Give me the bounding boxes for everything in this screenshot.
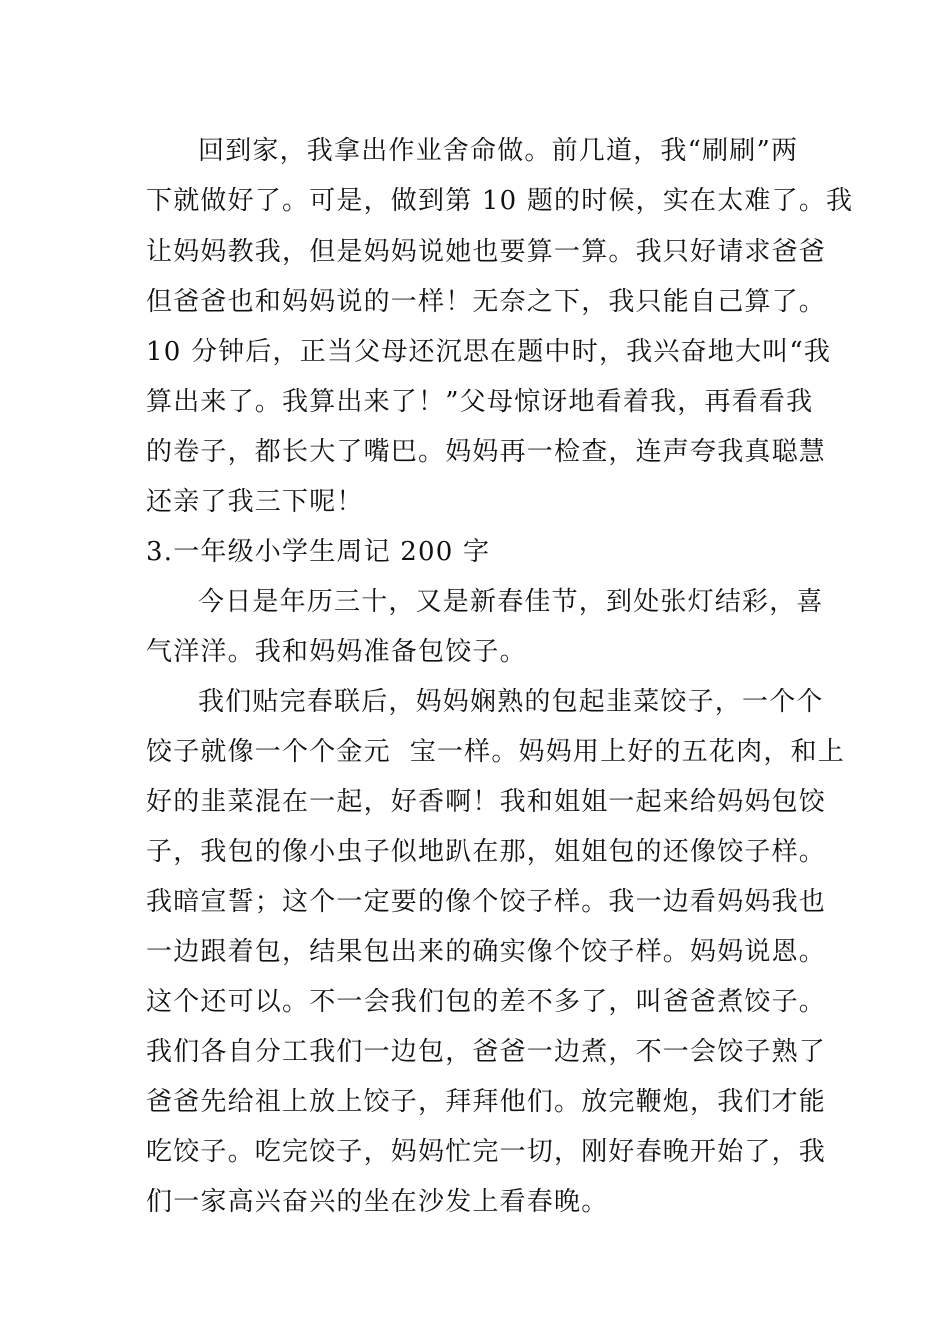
text-line-21: 吃饺子。吃完饺子，妈妈忙完一切，刚好春晚开始了，我 [146, 1137, 827, 1167]
text-line-5: 10 分钟后，正当父母还沉思在题中时，我兴奋地大叫“我 [146, 337, 832, 367]
text-line-3: 让妈妈教我，但是妈妈说她也要算一算。我只好请求爸爸 [146, 237, 827, 267]
text-line-19: 我们各自分工我们一边包，爸爸一边煮，不一会饺子熟了 [146, 1037, 827, 1067]
text-line-20: 爸爸先给祖上放上饺子，拜拜他们。放完鞭炮，我们才能 [146, 1087, 827, 1117]
text-line-17: 一边跟着包，结果包出来的确实像个饺子样。妈妈说恩。 [146, 937, 827, 967]
text-line-8: 还亲了我三下呢！ [146, 487, 364, 517]
section-heading: 3.一年级小学生周记 200 字 [146, 537, 491, 567]
text-line-2: 下就做好了。可是，做到第 10 题的时候，实在太难了。我 [146, 186, 854, 216]
text-line-11: 气洋洋。我和妈妈准备包饺子。 [146, 637, 527, 667]
text-line-1: 回到家，我拿出作业舍命做。前几道，我“刷刷”两 [198, 136, 799, 166]
text-line-10: 今日是年历三十，又是新春佳节，到处张灯结彩，喜 [198, 587, 824, 617]
text-line-4: 但爸爸也和妈妈说的一样！无奈之下，我只能自己算了。 [146, 287, 827, 317]
text-line-16: 我暗宣誓；这个一定要的像个饺子样。我一边看妈妈我也 [146, 887, 827, 917]
text-line-7: 的卷子，都长大了嘴巴。妈妈再一检查，连声夸我真聪慧 [146, 437, 827, 467]
text-line-6: 算出来了。我算出来了！”父母惊讶地看着我，再看看我 [146, 387, 814, 417]
text-line-22: 们一家高兴奋兴的坐在沙发上看春晚。 [146, 1187, 609, 1217]
text-line-13: 饺子就像一个个金元 宝一样。妈妈用上好的五花肉，和上 [146, 737, 845, 767]
text-line-14: 好的韭菜混在一起，好香啊！我和姐姐一起来给妈妈包饺 [146, 787, 827, 817]
text-line-18: 这个还可以。不一会我们包的差不多了，叫爸爸煮饺子。 [146, 987, 827, 1017]
text-line-12: 我们贴完春联后，妈妈娴熟的包起韭菜饺子，一个个 [198, 687, 824, 717]
text-line-15: 子，我包的像小虫子似地趴在那，姐姐包的还像饺子样。 [146, 837, 827, 867]
